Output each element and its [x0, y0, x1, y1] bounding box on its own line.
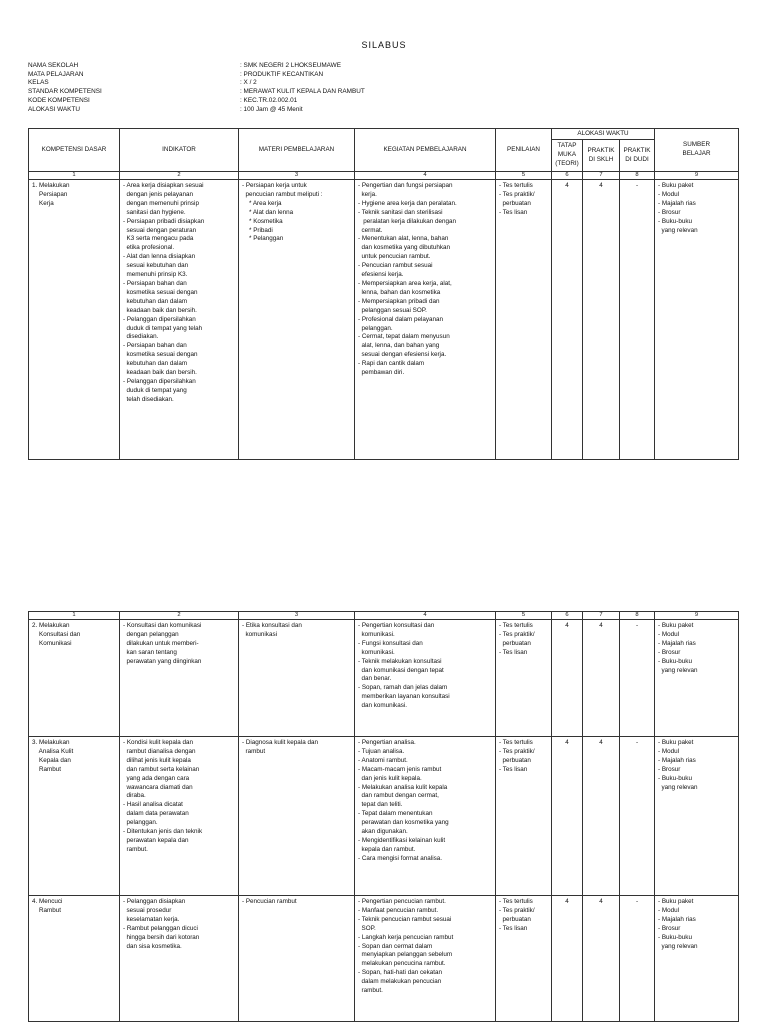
- cell-tatap-muka: 4: [552, 620, 583, 737]
- header-alokasi: ALOKASI WAKTU: [552, 129, 655, 140]
- column-number: 4: [355, 172, 496, 180]
- meta-label: ALOKASI WAKTU: [28, 105, 80, 113]
- cell-praktik-dudi: -: [620, 737, 655, 896]
- header-sumber: SUMBER BELAJAR: [655, 129, 739, 172]
- table-row: [29, 180, 739, 460]
- column-number: 5: [496, 612, 552, 620]
- column-number: 3: [239, 172, 355, 180]
- cell-kegiatan: - Pengertian konsultasi dan komunikasi. - Fungsi konsultasi dan komunikasi. - Teknik melakukan konsultasi dan komunikasi dengan tepat dan benar. - Sopan, ramah dan jelas dalam memberikan layanan konsultasi dan komunikasi.: [355, 620, 496, 737]
- header-tatap-muka: TATAP MUKA (TEORI): [552, 140, 583, 172]
- column-number: 3: [239, 612, 355, 620]
- meta-value: : X / 2: [240, 79, 257, 87]
- cell-indikator: - Pelanggan disiapkan sesuai prosedur keselamatan kerja. - Rambut pelanggan dicuci hingga bersih dari kotoran dan sisa kosmetika.: [120, 896, 239, 1022]
- header-kompetensi: KOMPETENSI DASAR: [29, 129, 120, 172]
- cell-penilaian: - Tes tertulis - Tes praktik/ perbuatan - Tes lisan: [496, 896, 552, 1022]
- column-number: 9: [655, 612, 739, 620]
- column-number: 9: [655, 172, 739, 180]
- column-number: 7: [583, 612, 620, 620]
- column-number: 5: [496, 172, 552, 180]
- cell-sumber: - Buku paket - Modul - Majalah rias - Brosur - Buku-buku yang relevan: [655, 896, 739, 1022]
- column-number: 1: [29, 172, 120, 180]
- cell-praktik-sekolah: 4: [583, 896, 620, 1022]
- meta-value: : MERAWAT KULIT KEPALA DAN RAMBUT: [240, 88, 365, 96]
- header-indikator: INDIKATOR: [120, 129, 239, 172]
- cell-tatap-muka: 4: [552, 896, 583, 1022]
- header-kegiatan: KEGIATAN PEMBELAJARAN: [355, 129, 496, 172]
- cell-praktik-dudi: -: [620, 896, 655, 1022]
- table-row: [29, 896, 739, 1022]
- document-meta: [28, 62, 365, 114]
- column-number: 8: [620, 612, 655, 620]
- meta-row: [28, 62, 365, 71]
- cell-kegiatan: - Pengertian pencucian rambut. - Manfaat pencucian rambut. - Teknik pencucian rambut sesuai SOP. - Langkah kerja pencucian rambut - Sopan dan cermat dalam menyiapkan pelanggan sebelum melakukan pencucina rambut. - Sopan, hati-hati dan cekatan dalam melakukan pencucian rambut.: [355, 896, 496, 1022]
- meta-row: [28, 97, 365, 106]
- meta-label: STANDAR KOMPETENSI: [28, 88, 102, 96]
- cell-praktik-dudi: -: [620, 180, 655, 460]
- meta-label: MATA PELAJARAN: [28, 70, 84, 78]
- cell-materi: - Diagnosa kulit kepala dan rambut: [239, 737, 355, 896]
- column-number: 2: [120, 612, 239, 620]
- meta-value: : SMK NEGERI 2 LHOKSEUMAWE: [240, 62, 341, 69]
- cell-sumber: - Buku paket - Modul - Majalah rias - Brosur - Buku-buku yang relevan: [655, 180, 739, 460]
- meta-row: [28, 106, 365, 115]
- cell-kegiatan: - Pengertian dan fungsi persiapan kerja. - Hygiene area kerja dan peralatan. - Teknik sanitasi dan sterilisasi peralatan kerja dilakukan dengan cermat. - Menentukan alat, lenna, bahan dan kosmetika yang dibutuhkan untuk pencucian rambut. - Pencucian rambut sesuai efesiensi kerja. - Mempersiapkan area kerja, alat, lenna, bahan dan kosmetika - Mempersiapkan pribadi dan pelanggan sesuai SOP. - Profesional dalam pelayanan pelanggan. - Cermat, tepat dalam menyusun alat, lenna, dan bahan yang sesuai dengan efesiensi kerja. - Rapi dan cantik dalam pembawan diri.: [355, 180, 496, 460]
- meta-label: NAMA SEKOLAH: [28, 62, 79, 69]
- cell-kompetensi: 4. Mencuci Rambut: [29, 896, 120, 1022]
- cell-penilaian: - Tes tertulis - Tes praktik/ perbuatan - Tes lisan: [496, 620, 552, 737]
- meta-label: KODE KOMPETENSI: [28, 96, 90, 104]
- cell-sumber: - Buku paket - Modul - Majalah rias - Brosur - Buku-buku yang relevan: [655, 620, 739, 737]
- column-number: 4: [355, 612, 496, 620]
- header-row: [29, 129, 739, 140]
- table-row: [29, 620, 739, 737]
- cell-tatap-muka: 4: [552, 737, 583, 896]
- meta-row: [28, 79, 365, 88]
- cell-materi: - Etika konsultasi dan komunikasi: [239, 620, 355, 737]
- cell-praktik-sekolah: 4: [583, 620, 620, 737]
- meta-value: : PRODUKTIF KECANTIKAN: [240, 70, 324, 78]
- cell-kompetensi: 3. Melakukan Analisa Kulit Kepala dan Rambut: [29, 737, 120, 896]
- cell-praktik-sekolah: 4: [583, 180, 620, 460]
- cell-materi: - Persiapan kerja untuk pencucian rambut meliputi : * Area kerja * Alat dan lenna * Kosmetika * Pribadi * Pelanggan: [239, 180, 355, 460]
- cell-penilaian: - Tes tertulis - Tes praktik/ perbuatan - Tes lisan: [496, 737, 552, 896]
- column-number: 6: [552, 612, 583, 620]
- page-title: SILABUS: [361, 40, 407, 50]
- cell-praktik-sekolah: 4: [583, 737, 620, 896]
- cell-praktik-dudi: -: [620, 620, 655, 737]
- column-number: 7: [583, 172, 620, 180]
- meta-row: [28, 71, 365, 80]
- cell-indikator: - Konsultasi dan komunikasi dengan pelanggan dilakukan untuk memberi- kan saran tentang perawatan yang diinginkan: [120, 620, 239, 737]
- cell-kompetensi: 1. Melakukan Persiapan Kerja: [29, 180, 120, 460]
- header-penilaian: PENILAIAN: [496, 129, 552, 172]
- column-number: 2: [120, 172, 239, 180]
- meta-label: KELAS: [28, 79, 49, 87]
- table-row: [29, 737, 739, 896]
- column-number: 8: [620, 172, 655, 180]
- cell-indikator: - Kondisi kulit kepala dan rambut dianalisa dengan dilihat jenis kulit kepala dan rambut serta kelainan yang ada dengan cara wawancara diamati dan diraba. - Hasil analisa dicatat dalam data perawatan pelanggan. - Ditentukan jenis dan teknik perawatan kepala dan rambut.: [120, 737, 239, 896]
- header-praktik-dudi: PRAKTIK DI DUDI: [620, 140, 655, 172]
- meta-value: : KEC.TR.02.002.01: [240, 96, 298, 104]
- column-number-row: [29, 612, 739, 620]
- cell-tatap-muka: 4: [552, 180, 583, 460]
- meta-value: : 100 Jam @ 45 Menit: [240, 105, 303, 113]
- column-number: 1: [29, 612, 120, 620]
- column-number: 6: [552, 172, 583, 180]
- header-praktik-sekolah: PRAKTIK DI SKLH: [583, 140, 620, 172]
- cell-penilaian: - Tes tertulis - Tes praktik/ perbuatan - Tes lisan: [496, 180, 552, 460]
- meta-row: [28, 88, 365, 97]
- syllabus-table-page-2: [28, 611, 739, 1022]
- cell-indikator: - Area kerja disiapkan sesuai dengan jenis pelayanan dengan memenuhi prinsip sanitasi dan hygiene. - Persiapan pribadi disiapkan sesuai dengan peraturan K3 serta mengacu pada etika profesional. - Alat dan lenna disiapkan sesuai kebutuhan dan memenuhi prinsip K3. - Persiapan bahan dan kosmetika sesuai dengan kebutuhan dan dalam keadaan baik dan bersih. - Pelanggan dipersilahkan duduk di tempat yang telah disediakan. - Persiapan bahan dan kosmetika sesuai dengan kebutuhan dan dalam keadaan baik dan bersih. - Pelanggan dipersilahkan duduk di tempat yang telah disediakan.: [120, 180, 239, 460]
- syllabus-table-page-1: [28, 128, 739, 460]
- cell-kompetensi: 2. Melakukan Konsultasi dan Komunikasi: [29, 620, 120, 737]
- cell-sumber: - Buku paket - Modul - Majalah rias - Brosur - Buku-buku yang relevan: [655, 737, 739, 896]
- cell-materi: - Pencucian rambut: [239, 896, 355, 1022]
- column-number-row: [29, 172, 739, 180]
- header-materi: MATERI PEMBELAJARAN: [239, 129, 355, 172]
- cell-kegiatan: - Pengertian analisa. - Tujuan analisa. - Anatomi rambut. - Macam-macam jenis rambut dan jenis kulit kepala. - Melakukan analisa kulit kepala dan rambut dengan cermat, tepat dan teliti. - Tepat dalam menentukan perawatan dan kosmetika yang akan digunakan. - Mengidentifikasi kelainan kulit kepala dan rambut. - Cara mengisi format analisa.: [355, 737, 496, 896]
